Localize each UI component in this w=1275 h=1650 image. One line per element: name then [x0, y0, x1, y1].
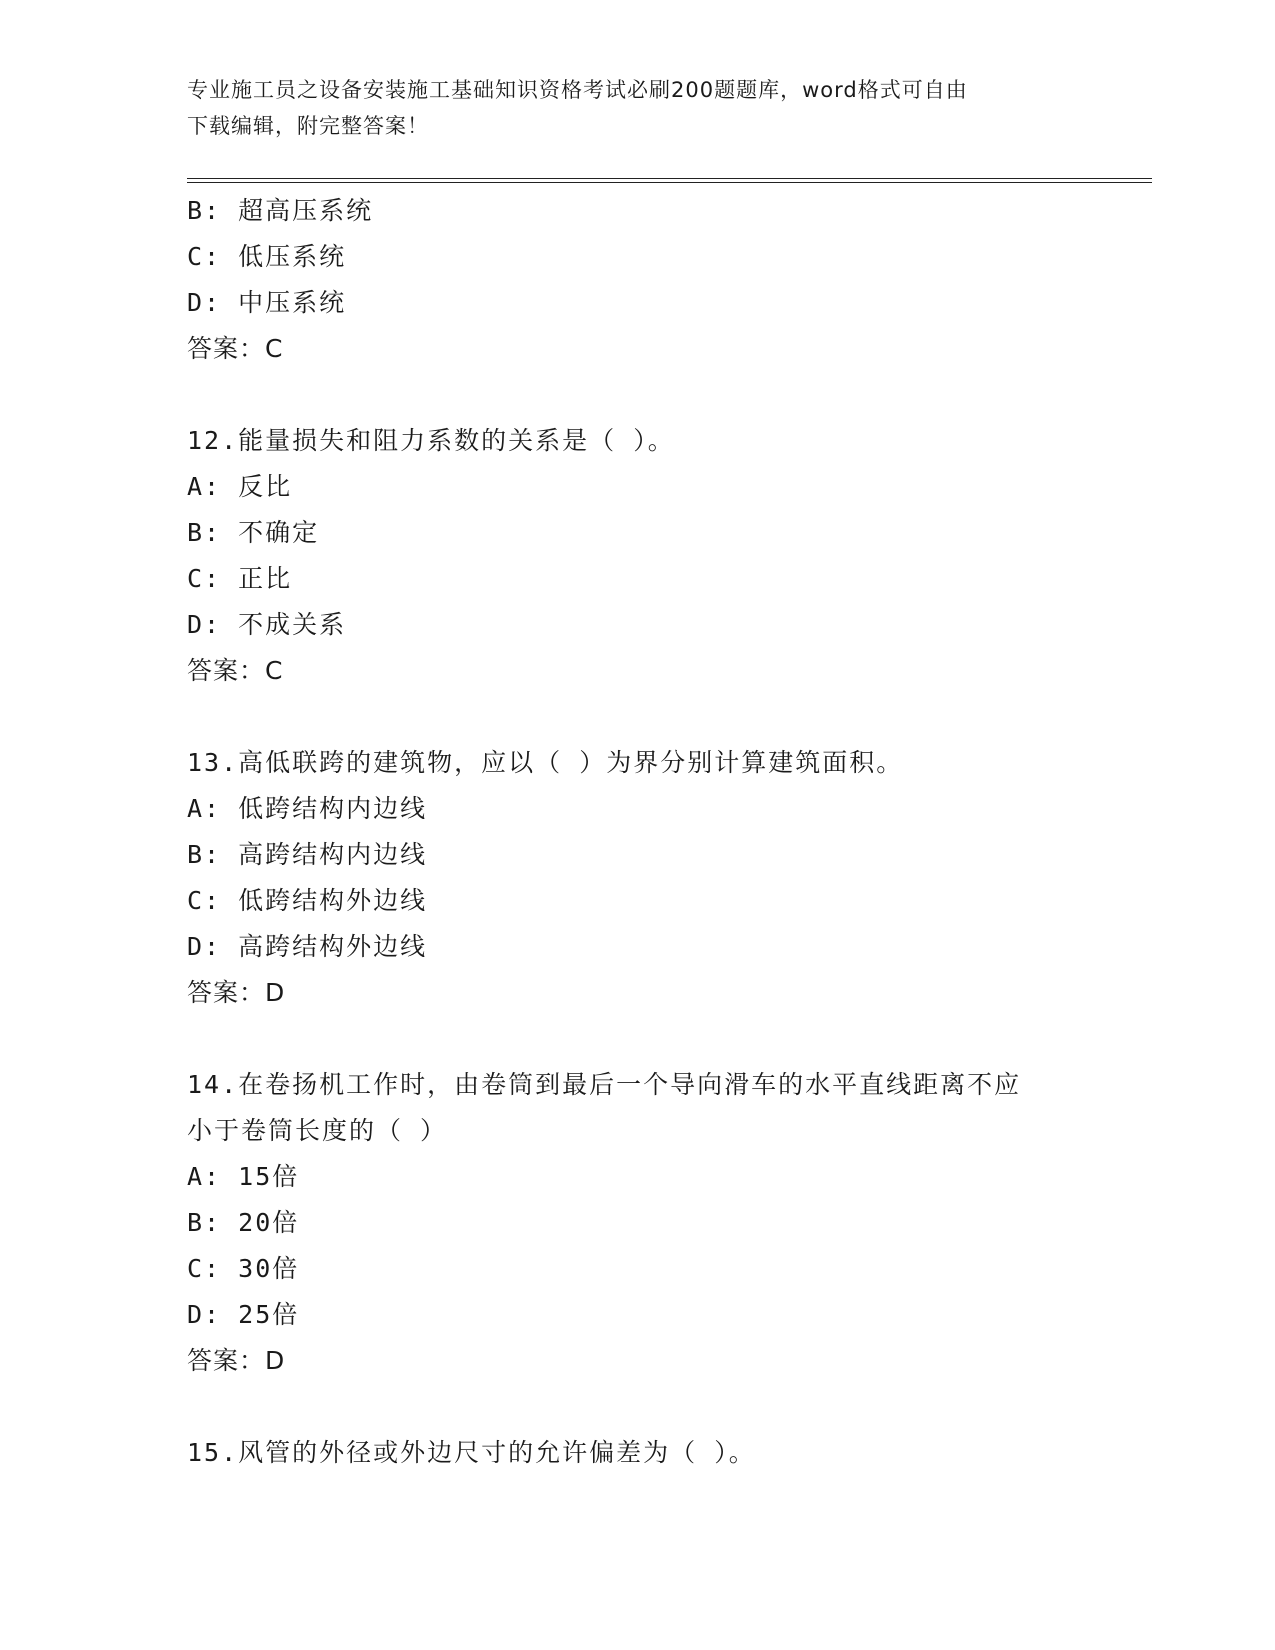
- question-stem-line-1: 14.在卷扬机工作时，由卷筒到最后一个导向滑车的水平直线距离不应: [187, 1070, 1022, 1099]
- question-stem: 15.风管的外径或外边尺寸的允许偏差为（ ）。: [187, 1438, 756, 1467]
- option-a: A: 低跨结构内边线: [187, 794, 428, 823]
- spacer: [187, 1384, 1087, 1430]
- answer: 答案：C: [187, 656, 284, 685]
- option-b: B: 20倍: [187, 1208, 300, 1237]
- question-block-12: [187, 418, 1087, 694]
- option-b: B: 高跨结构内边线: [187, 840, 428, 869]
- option-d: D: 不成关系: [187, 610, 347, 639]
- question-block-13: [187, 740, 1087, 1016]
- option-c: C: 低跨结构外边线: [187, 886, 428, 915]
- answer: 答案：D: [187, 1346, 286, 1375]
- question-block-15: [187, 1430, 1087, 1476]
- option-b: B: 不确定: [187, 518, 320, 547]
- spacer: [187, 1016, 1087, 1062]
- option-a: A: 15倍: [187, 1162, 300, 1191]
- option-d: D: 高跨结构外边线: [187, 932, 428, 961]
- question-block-prev: [187, 188, 1087, 372]
- option-a: A: 反比: [187, 472, 293, 501]
- option-c: C: 低压系统: [187, 242, 347, 271]
- header-divider-bottom: [187, 182, 1152, 183]
- header-divider-top: [187, 178, 1152, 179]
- header-line-2: 下载编辑，附完整答案！: [187, 114, 429, 138]
- option-c: C: 正比: [187, 564, 293, 593]
- option-d: D: 中压系统: [187, 288, 347, 317]
- spacer: [187, 694, 1087, 740]
- option-d: D: 25倍: [187, 1300, 300, 1329]
- question-stem: 12.能量损失和阻力系数的关系是（ ）。: [187, 426, 675, 455]
- document-header: [187, 72, 1067, 144]
- question-list: [187, 188, 1087, 1476]
- answer: 答案：C: [187, 334, 284, 363]
- question-stem: 13.高低联跨的建筑物，应以（ ）为界分别计算建筑面积。: [187, 748, 904, 777]
- question-stem-line-2: 小于卷筒长度的（ ）: [187, 1116, 448, 1145]
- spacer: [187, 372, 1087, 418]
- answer: 答案：D: [187, 978, 286, 1007]
- question-block-14: [187, 1062, 1087, 1384]
- option-c: C: 30倍: [187, 1254, 300, 1283]
- header-line-1: 专业施工员之设备安装施工基础知识资格考试必刷200题题库，word格式可自由: [187, 78, 968, 102]
- option-b: B: 超高压系统: [187, 196, 374, 225]
